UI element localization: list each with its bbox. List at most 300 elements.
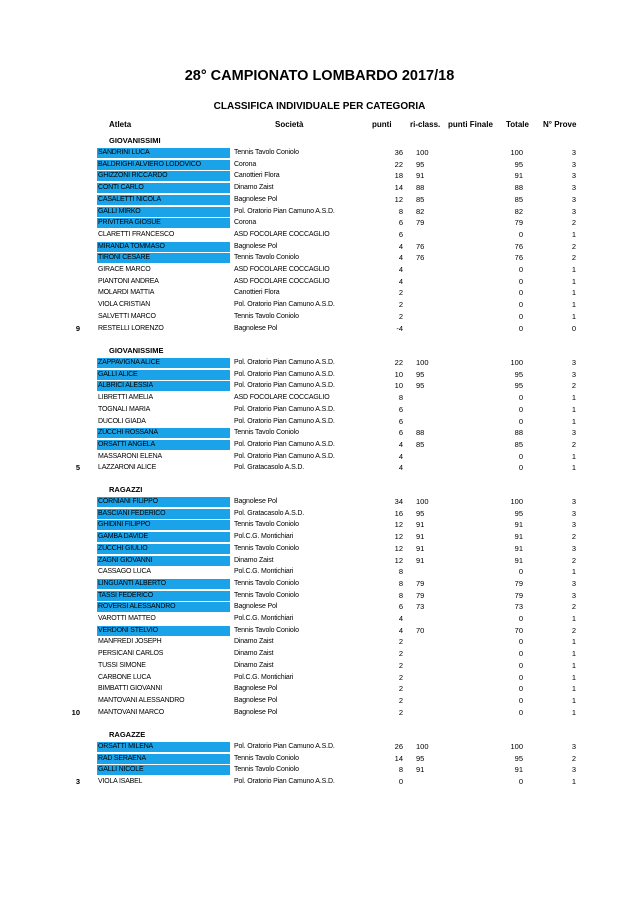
points-cell: 4 (398, 241, 403, 251)
club-name: Pol. Oratorio Pian Camuno A.S.D. (234, 743, 335, 750)
points-cell: 12 (394, 532, 403, 542)
points-cell: 2 (398, 288, 403, 298)
num-prove-cell: 2 (571, 253, 576, 263)
points-cell: 12 (394, 555, 403, 565)
points-cell: 6 (398, 416, 403, 426)
athlete-name: PERSICANI CARLOS (98, 650, 164, 658)
athlete-name: CASALETTI NICOLA (98, 195, 161, 203)
table-row (0, 230, 639, 240)
points-cell: 2 (398, 684, 403, 694)
table-row (0, 614, 639, 624)
num-prove-cell: 1 (571, 695, 576, 705)
table-row (0, 405, 639, 415)
points-cell: 2 (398, 649, 403, 659)
total-cell: 95 (514, 159, 523, 169)
table-row (0, 242, 639, 252)
points-cell: 4 (398, 614, 403, 623)
header-totale: Totale (506, 120, 529, 129)
table-row (0, 381, 639, 391)
points-cell: 8 (398, 765, 403, 775)
club-name: Pol. Oratorio Pian Camuno A.S.D. (234, 359, 335, 366)
table-row (0, 452, 639, 462)
club-name: Pol. Gratacasolo A.S.D. (234, 509, 305, 517)
num-prove-cell: 2 (571, 625, 576, 635)
header-atleta: Atleta (109, 120, 132, 129)
reclass-cell: 88 (416, 428, 425, 438)
table-row (0, 370, 639, 380)
table-row (0, 160, 639, 170)
total-cell: 0 (518, 672, 523, 682)
club-name: Corona (234, 219, 257, 227)
athlete-name: CARBONE LUCA (98, 673, 151, 681)
points-cell: 2 (398, 707, 403, 717)
athlete-name: MASSARONI ELENA (98, 452, 162, 460)
club-name: ASD FOCOLARE COCCAGLIO (234, 266, 330, 273)
points-cell: 8 (398, 206, 403, 216)
num-prove-cell: 1 (571, 300, 576, 310)
reclass-cell: 95 (416, 159, 425, 169)
athlete-name: LIBRETTI AMELIA (98, 394, 153, 402)
points-cell: 8 (398, 393, 403, 403)
points-cell: 6 (398, 602, 403, 612)
points-cell: 4 (398, 451, 403, 461)
num-prove-cell: 3 (571, 578, 576, 588)
points-cell: 14 (394, 183, 403, 193)
table-row (0, 312, 639, 322)
points-cell: 8 (398, 578, 403, 588)
athlete-name: ORSATTI MILENA (98, 743, 154, 750)
num-prove-cell: 1 (571, 404, 576, 414)
total-cell: 70 (514, 625, 523, 635)
athlete-name: CORNIANI FILIPPO (98, 498, 158, 505)
total-cell: 79 (514, 218, 523, 228)
points-cell: 6 (398, 218, 403, 228)
table-row (0, 288, 639, 298)
athlete-name: MANFREDI JOSEPH (98, 638, 162, 646)
points-cell: 36 (394, 148, 403, 157)
num-prove-cell: 3 (571, 358, 576, 367)
table-row (0, 463, 639, 473)
athlete-name: ORSATTI ANGELA (98, 440, 155, 448)
club-name: ASD FOCOLARE COCCAGLIO (234, 277, 330, 285)
table-row (0, 544, 639, 554)
club-name: Tennis Tavolo Coniolo (234, 312, 299, 320)
club-name: Pol.C.G. Montichiari (234, 568, 294, 576)
num-prove-cell: 3 (571, 508, 576, 518)
athlete-name: ZUCCHI ROSSANA (98, 429, 158, 437)
reclass-cell: 91 (416, 532, 425, 542)
club-name: Tennis Tavolo Coniolo (234, 149, 299, 156)
club-name: Dinamo Zaist (234, 650, 274, 658)
club-name: Pol.C.G. Montichiari (234, 673, 294, 681)
points-cell: 12 (394, 520, 403, 530)
table-row (0, 428, 639, 438)
table-row (0, 265, 639, 275)
table-row (0, 183, 639, 193)
points-cell: 2 (398, 660, 403, 670)
athlete-name: VIOLA CRISTIAN (98, 301, 151, 309)
total-cell: 0 (518, 323, 523, 333)
header-societa: Società (275, 120, 304, 129)
club-name: Bagnolese Pol (234, 498, 278, 505)
club-name: Tennis Tavolo Coniolo (234, 626, 299, 634)
points-cell: 4 (398, 625, 403, 635)
points-cell: 0 (398, 777, 403, 787)
header-punti-finale: punti Finale (448, 120, 493, 129)
club-name: Corona (234, 160, 257, 168)
total-cell: 0 (518, 695, 523, 705)
points-cell: 10 (394, 381, 403, 391)
num-prove-cell: 2 (571, 439, 576, 449)
athlete-name: DUCOLI GIADA (98, 417, 146, 425)
athlete-name: VAROTTI MATTEO (98, 615, 156, 622)
table-row (0, 148, 639, 158)
athlete-name: MIRANDA TOMMASO (98, 242, 165, 250)
category-count: 5 (75, 463, 80, 473)
total-cell: 0 (518, 416, 523, 426)
athlete-name: RAD SERAENA (98, 754, 146, 762)
points-cell: 4 (398, 276, 403, 286)
table-row (0, 440, 639, 450)
points-cell: 14 (394, 753, 403, 763)
num-prove-cell: 1 (571, 229, 576, 239)
num-prove-cell: 3 (571, 148, 576, 157)
athlete-name: GHIZZONI RICCARDO (98, 172, 168, 180)
points-cell: 16 (394, 508, 403, 518)
total-cell: 0 (518, 684, 523, 694)
athlete-name: ZUCCHI GIULIO (98, 544, 148, 552)
num-prove-cell: 0 (571, 323, 576, 333)
num-prove-cell: 1 (571, 276, 576, 286)
points-cell: 2 (398, 311, 403, 321)
category-count: 10 (71, 707, 80, 717)
reclass-cell: 91 (416, 171, 425, 181)
table-row (0, 253, 639, 263)
athlete-name: MOLARDI MATTIA (98, 289, 155, 297)
category-heading: RAGAZZI (109, 485, 143, 494)
num-prove-cell: 3 (571, 206, 576, 216)
total-cell: 91 (514, 171, 523, 181)
total-cell: 91 (514, 765, 523, 775)
num-prove-cell: 1 (571, 637, 576, 647)
points-cell: 2 (398, 672, 403, 682)
total-cell: 0 (518, 393, 523, 403)
points-cell: 2 (398, 695, 403, 705)
club-name: Pol. Oratorio Pian Camuno A.S.D. (234, 207, 335, 215)
athlete-name: MANTOVANI ALESSANDRO (98, 696, 185, 704)
table-row (0, 626, 639, 636)
table-row (0, 509, 639, 519)
num-prove-cell: 1 (571, 684, 576, 694)
athlete-name: SANDRINI LUCA (98, 149, 150, 156)
num-prove-cell: 3 (571, 742, 576, 751)
num-prove-cell: 2 (571, 241, 576, 251)
table-row (0, 567, 639, 577)
table-row (0, 520, 639, 530)
table-row (0, 684, 639, 694)
club-name: ASD FOCOLARE COCCAGLIO (234, 394, 330, 402)
athlete-name: ZAGNI GIOVANNI (98, 556, 153, 564)
total-cell: 95 (514, 508, 523, 518)
club-name: Dinamo Zaist (234, 184, 274, 192)
athlete-name: RESTELLI LORENZO (98, 324, 164, 332)
athlete-name: TASSI FEDERICO (98, 591, 154, 599)
num-prove-cell: 1 (571, 777, 576, 787)
table-row (0, 742, 639, 752)
club-name: Tennis Tavolo Coniolo (234, 579, 299, 587)
header-punti: punti (372, 120, 392, 129)
club-name: Dinamo Zaist (234, 556, 274, 564)
total-cell: 0 (518, 637, 523, 647)
total-cell: 0 (518, 614, 523, 623)
total-cell: 73 (514, 602, 523, 612)
table-row (0, 324, 639, 334)
num-prove-cell: 3 (571, 171, 576, 181)
reclass-cell: 95 (416, 508, 425, 518)
club-name: Pol. Oratorio Pian Camuno A.S.D. (234, 301, 335, 309)
points-cell: 4 (398, 265, 403, 274)
club-name: Bagnolese Pol (234, 242, 278, 250)
table-row (0, 591, 639, 601)
num-prove-cell: 2 (571, 602, 576, 612)
total-cell: 0 (518, 229, 523, 239)
num-prove-cell: 3 (571, 183, 576, 193)
athlete-name: TIRONI CESARE (98, 254, 150, 262)
table-row (0, 532, 639, 542)
table-row (0, 277, 639, 287)
points-cell: 2 (398, 637, 403, 647)
reclass-cell: 91 (416, 543, 425, 553)
num-prove-cell: 1 (571, 567, 576, 577)
reclass-cell: 91 (416, 555, 425, 565)
athlete-name: GIRACE MARCO (98, 266, 151, 273)
page-title: 28° CAMPIONATO LOMBARDO 2017/18 (184, 68, 455, 84)
club-name: Canottieri Flora (234, 172, 280, 180)
total-cell: 79 (514, 578, 523, 588)
points-cell: 8 (398, 590, 403, 600)
total-cell: 79 (514, 590, 523, 600)
athlete-name: VIOLA ISABEL (98, 778, 143, 786)
athlete-name: GAMBA DAVIDE (98, 533, 148, 541)
table-row (0, 754, 639, 764)
athlete-name: CASSAGO LUCA (98, 568, 151, 576)
club-name: Tennis Tavolo Coniolo (234, 429, 299, 437)
athlete-name: TOGNALI MARIA (98, 405, 151, 413)
table-row (0, 393, 639, 403)
total-cell: 88 (514, 183, 523, 193)
club-name: Tennis Tavolo Coniolo (234, 521, 299, 529)
num-prove-cell: 1 (571, 393, 576, 403)
points-cell: 10 (394, 369, 403, 379)
table-row (0, 579, 639, 589)
club-name: Tennis Tavolo Coniolo (234, 544, 299, 552)
club-name: Bagnolese Pol (234, 708, 278, 716)
table-row (0, 602, 639, 612)
table-row (0, 765, 639, 775)
num-prove-cell: 3 (571, 159, 576, 169)
total-cell: 0 (518, 265, 523, 274)
reclass-cell: 85 (416, 439, 425, 449)
club-name: Pol. Oratorio Pian Camuno A.S.D. (234, 382, 335, 390)
athlete-name: GALLI NICOLE (98, 766, 144, 774)
athlete-name: PRIVITERA GIOSUE (98, 219, 161, 227)
total-cell: 100 (510, 358, 523, 367)
num-prove-cell: 1 (571, 463, 576, 473)
reclass-cell: 91 (416, 520, 425, 530)
points-cell: 4 (398, 253, 403, 263)
total-cell: 0 (518, 276, 523, 286)
page-subtitle: CLASSIFICA INDIVIDUALE PER CATEGORIA (213, 101, 426, 112)
num-prove-cell: 1 (571, 649, 576, 659)
club-name: Pol. Oratorio Pian Camuno A.S.D. (234, 417, 335, 425)
total-cell: 0 (518, 311, 523, 321)
reclass-cell: 76 (416, 241, 425, 251)
total-cell: 0 (518, 451, 523, 461)
total-cell: 91 (514, 520, 523, 530)
category-heading: GIOVANISSIME (109, 346, 164, 355)
athlete-name: GALLI MIRKO (98, 207, 141, 215)
num-prove-cell: 2 (571, 218, 576, 228)
reclass-cell: 73 (416, 602, 425, 612)
points-cell: 6 (398, 428, 403, 438)
reclass-cell: 100 (416, 358, 429, 367)
club-name: Tennis Tavolo Coniolo (234, 254, 299, 262)
total-cell: 0 (518, 707, 523, 717)
club-name: Bagnolese Pol (234, 696, 278, 704)
category-heading: RAGAZZE (109, 730, 146, 739)
club-name: Pol.C.G. Montichiari (234, 615, 294, 622)
athlete-name: MANTOVANI MARCO (98, 708, 164, 716)
athlete-name: LINGUANTI ALBERTO (98, 579, 166, 587)
athlete-name: GHIDINI FILIPPO (98, 521, 151, 529)
total-cell: 95 (514, 753, 523, 763)
points-cell: 4 (398, 463, 403, 473)
num-prove-cell: 1 (571, 672, 576, 682)
club-name: Pol.C.G. Montichiari (234, 533, 294, 541)
points-cell: 4 (398, 439, 403, 449)
athlete-name: ROVERSI ALESSANDRO (98, 603, 176, 611)
num-prove-cell: 3 (571, 428, 576, 438)
num-prove-cell: 3 (571, 369, 576, 379)
athlete-name: ZAPPAVIGNA ALICE (98, 359, 160, 366)
points-cell: 12 (394, 543, 403, 553)
club-name: Pol. Oratorio Pian Camuno A.S.D. (234, 370, 335, 378)
points-cell: 2 (398, 300, 403, 310)
points-cell: 12 (394, 194, 403, 204)
total-cell: 95 (514, 381, 523, 391)
reclass-cell: 100 (416, 497, 429, 506)
athlete-name: VERDONI STELVIO (98, 626, 158, 634)
club-name: Pol. Oratorio Pian Camuno A.S.D. (234, 405, 335, 413)
table-row (0, 661, 639, 671)
athlete-name: GALLI ALICE (98, 370, 138, 378)
athlete-name: BASCIANI FEDERICO (98, 509, 166, 517)
num-prove-cell: 2 (571, 381, 576, 391)
category-count: 9 (75, 323, 80, 333)
reclass-cell: 79 (416, 590, 425, 600)
table-row (0, 497, 639, 507)
athlete-name: PIANTONI ANDREA (98, 277, 159, 285)
table-row (0, 637, 639, 647)
athlete-name: CLARETTI FRANCESCO (98, 230, 175, 238)
num-prove-cell: 1 (571, 416, 576, 426)
club-name: Bagnolese Pol (234, 603, 278, 611)
athlete-name: BALDRIGHI ALVIERO LODOVICO (98, 160, 201, 168)
num-prove-cell: 1 (571, 707, 576, 717)
total-cell: 0 (518, 300, 523, 310)
num-prove-cell: 1 (571, 614, 576, 623)
total-cell: 0 (518, 404, 523, 414)
total-cell: 91 (514, 555, 523, 565)
table-row (0, 171, 639, 181)
reclass-cell: 95 (416, 753, 425, 763)
total-cell: 85 (514, 439, 523, 449)
header-riclass: ri-class. (410, 120, 441, 129)
reclass-cell: 82 (416, 206, 425, 216)
club-name: Tennis Tavolo Coniolo (234, 591, 299, 599)
total-cell: 91 (514, 543, 523, 553)
table-row (0, 708, 639, 718)
club-name: ASD FOCOLARE COCCAGLIO (234, 230, 330, 238)
num-prove-cell: 3 (571, 543, 576, 553)
club-name: Pol. Gratacasolo A.S.D. (234, 464, 305, 472)
points-cell: 6 (398, 404, 403, 414)
club-name: Tennis Tavolo Coniolo (234, 766, 299, 774)
reclass-cell: 88 (416, 183, 425, 193)
num-prove-cell: 3 (571, 590, 576, 600)
athlete-name: CONTI CARLO (98, 184, 144, 192)
table-row (0, 696, 639, 706)
total-cell: 0 (518, 660, 523, 670)
num-prove-cell: 1 (571, 265, 576, 274)
club-name: Bagnolese Pol (234, 685, 278, 693)
reclass-cell: 79 (416, 578, 425, 588)
total-cell: 82 (514, 206, 523, 216)
num-prove-cell: 2 (571, 753, 576, 763)
table-row (0, 195, 639, 205)
num-prove-cell: 2 (571, 555, 576, 565)
total-cell: 100 (510, 742, 523, 751)
points-cell: 6 (398, 229, 403, 239)
table-row (0, 207, 639, 217)
athlete-name: ALBRICI ALESSIA (98, 382, 153, 390)
club-name: Dinamo Zaist (234, 638, 274, 646)
category-heading: GIOVANISSIMI (109, 136, 161, 145)
points-cell: -4 (396, 323, 403, 333)
total-cell: 85 (514, 194, 523, 204)
total-cell: 95 (514, 369, 523, 379)
reclass-cell: 100 (416, 148, 429, 157)
reclass-cell: 70 (416, 625, 425, 635)
athlete-name: TUSSI SIMONE (98, 661, 146, 669)
table-row (0, 218, 639, 228)
total-cell: 0 (518, 649, 523, 659)
table-row (0, 556, 639, 566)
points-cell: 18 (394, 171, 403, 181)
club-name: Pol. Oratorio Pian Camuno A.S.D. (234, 440, 335, 448)
reclass-cell: 91 (416, 765, 425, 775)
club-name: Bagnolese Pol (234, 324, 278, 332)
total-cell: 0 (518, 463, 523, 473)
reclass-cell: 85 (416, 194, 425, 204)
club-name: Dinamo Zaist (234, 661, 274, 669)
num-prove-cell: 1 (571, 451, 576, 461)
club-name: Bagnolese Pol (234, 195, 278, 203)
table-row (0, 300, 639, 310)
table-row (0, 649, 639, 659)
athlete-name: SALVETTI MARCO (98, 312, 156, 320)
club-name: Pol. Oratorio Pian Camuno A.S.D. (234, 452, 335, 460)
